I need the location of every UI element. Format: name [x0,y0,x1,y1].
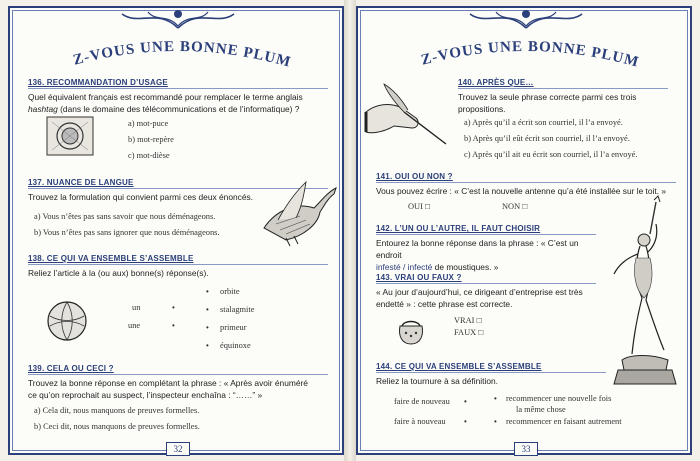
q139-option-a: a) Cela dit, nous manquons de preuves formelles. [34,406,200,415]
q140-option-a: a) Après qu’il a écrit son courriel, il l’a envoyé. [464,118,623,127]
q136-option-b: b) mot-repère [128,135,174,144]
q141-text: Vous pouvez écrire : « C’est la nouvelle antenne qu’a été installée sur le toit. » [376,186,667,196]
top-ornament-icon [118,4,238,30]
q137-option-b: b) Vous n’êtes pas sans ignorer que nous déménageons. [34,228,220,237]
q144-left-item-2: faire à nouveau [394,417,446,426]
header-title: Z-VOUS UNE BONNE PLUM [71,38,293,70]
stamp-engraving-icon [46,116,94,156]
q139-title: 139. CELA OU CECI ? [28,364,114,373]
q139-text: Trouvez la bonne réponse en complétant la phrase : « Après avoir énuméré ce qu’on reprochait au suspect, l’inspecteur enchaîna : “……” » [28,378,308,401]
q141-no-checkbox[interactable]: NON □ [502,202,528,211]
divider [28,374,328,375]
q136-text: Quel équivalent français est recommandé pour remplacer le terme anglais hashtag (dans le domaine des télécommunications et de l’informatique) ? [28,92,303,115]
divider [376,283,596,284]
q138-right-equinoxe: équinoxe [220,341,251,350]
page-number: 32 [158,441,198,459]
q138-left-un: un [132,303,141,312]
q144-title: 144. CE QUI VA ENSEMBLE S’ASSEMBLE [376,362,542,371]
bullet: • [464,397,467,406]
bullet: • [206,287,209,296]
q143-text: « Au jour d’aujourd’hui, ce dirigeant d’entreprise est très endetté » : cette phrase est correcte. [376,287,583,310]
divider [28,264,328,265]
goose-engraving-icon [256,180,338,248]
q137-option-a: a) Vous n’êtes pas sans savoir que nous déménageons. [34,212,216,221]
bullet: • [206,341,209,350]
q144-left-item-1: faire de nouveau [394,397,450,406]
ball-engraving-icon [46,300,88,342]
q136-option-a: a) mot-puce [128,119,169,128]
page-header [10,30,342,70]
q137-title: 137. NUANCE DE LANGUE [28,178,134,187]
bullet: • [494,394,497,403]
q136-option-c: c) mot-dièse [128,151,170,160]
q142-title: 142. L’UN OU L’AUTRE, IL FAUT CHOISIR [376,224,541,233]
q143-false-checkbox[interactable]: FAUX □ [454,328,484,337]
bullet: • [464,417,467,426]
divider [376,372,606,373]
mercury-statue-icon [606,194,686,390]
bullet: • [172,321,175,330]
hand-writing-quill-icon [364,82,452,148]
q140-title: 140. APRÈS QUE… [458,78,534,87]
q138-right-stalagmite: stalagmite [220,305,255,314]
q144-text: Reliez la tournure à sa définition. [376,376,498,386]
right-page [356,6,692,455]
q141-yes-checkbox[interactable]: OUI □ [408,202,431,211]
divider [376,234,596,235]
q140-text: Trouvez la seule phrase correcte parmi ces trois propositions. [458,92,637,115]
q143-true-checkbox[interactable]: VRAI □ [454,316,482,325]
q140-option-b: b) Après qu’il eût écrit son courriel, il l’a envoyé. [464,134,630,143]
left-page [8,6,344,455]
bullet: • [494,417,497,426]
bullet: • [172,303,175,312]
bullet: • [206,305,209,314]
q138-right-orbite: orbite [220,287,240,296]
q137-text: Trouvez la formulation qui convient parmi ces deux énoncés. [28,192,253,202]
q143-title: 143. VRAI OU FAUX ? [376,273,462,282]
purse-engraving-icon [394,316,428,346]
q136-title: 136. RECOMMANDATION D’USAGE [28,78,168,87]
page-header [358,30,690,70]
q138-text: Reliez l’article à la (ou aux) bonne(s) réponse(s). [28,268,209,278]
divider [376,182,676,183]
svg-text:AVEZ-VOUS UNE BONNE PLUME ? [10,30,293,70]
q144-right-item-2: recommencer en faisant autrement [506,417,622,426]
q139-option-b: b) Ceci dit, nous manquons de preuves formelles. [34,422,200,431]
bullet: • [206,323,209,332]
q138-left-une: une [128,321,141,330]
q142-choice: infesté / infecté [376,262,433,273]
q144-right-item-1: recommencer une nouvelle fois [506,394,612,403]
q142-text: Entourez la bonne réponse dans la phrase : « C’est un endroit infesté / infecté de moustiques. » [376,238,579,273]
q138-right-primeur: primeur [220,323,247,332]
header-title: Z-VOUS UNE BONNE PLUM [419,38,641,70]
top-ornament-icon [466,4,586,30]
divider [458,88,668,89]
q138-title: 138. CE QUI VA ENSEMBLE S’ASSEMBLE [28,254,194,263]
svg-text:AVEZ-VOUS UNE BONNE PLUME ? [358,30,641,70]
page-number: 33 [506,441,546,459]
q144-right-item-1b: la même chose [516,405,566,414]
q140-option-c: c) Après qu’il ait eu écrit son courriel, il l’a envoyé. [464,150,638,159]
q141-title: 141. OUI OU NON ? [376,172,453,181]
divider [28,88,328,89]
